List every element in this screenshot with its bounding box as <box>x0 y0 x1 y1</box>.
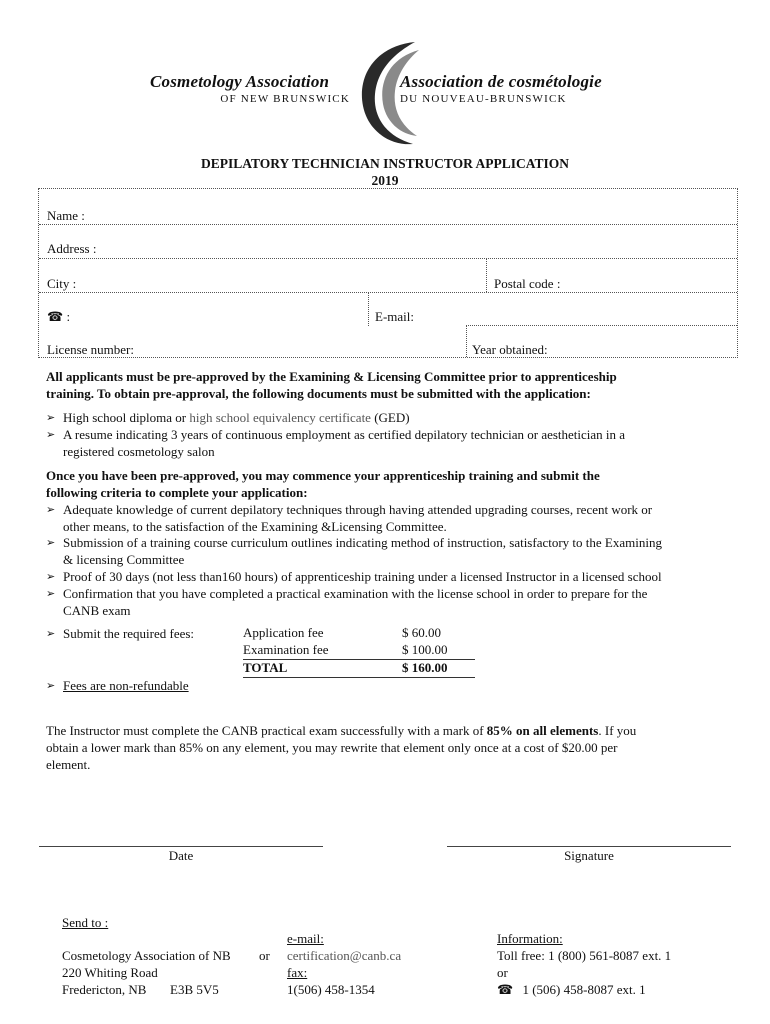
send-to-label: Send to : <box>62 915 109 930</box>
name-field[interactable]: Name : <box>47 208 85 223</box>
applicant-form <box>38 188 738 358</box>
exam-note-line-3: element. <box>46 757 91 772</box>
total-label: TOTAL <box>243 660 288 675</box>
logo-fr-main: Association de cosmétologie <box>400 72 602 91</box>
arrow-bullet-icon: ➢ <box>46 680 56 692</box>
criteria-item-2a: Submission of a training course curriculum outlines indicating method of instruction, satisfactory to the Examining <box>63 535 662 550</box>
phone-icon: ☎ <box>47 309 64 324</box>
license-number-field[interactable]: License number: <box>47 342 134 357</box>
criteria-item-2b: & licensing Committee <box>63 552 185 567</box>
total-value: $ 160.00 <box>402 660 448 675</box>
criteria-item-1a: Adequate knowledge of current depilatory techniques through having attended upgrading courses, recent work or <box>63 502 653 517</box>
fee-table <box>243 625 475 678</box>
phone-number-text: 1 (506) 458-8087 ext. 1 <box>522 982 646 997</box>
arrow-bullet-icon: ➢ <box>46 504 56 516</box>
fee-label: Application fee <box>243 625 324 640</box>
phone-icon: ☎ <box>497 982 514 997</box>
signature-label: Signature <box>564 848 614 863</box>
address-line-2: 220 Whiting Road <box>62 965 158 980</box>
arrow-bullet-icon: ➢ <box>46 537 56 549</box>
signature-line[interactable] <box>447 846 731 847</box>
address-line-1: Cosmetology Association of NB <box>62 948 231 963</box>
date-label: Date <box>168 848 194 863</box>
fax-number: 1(506) 458-1354 <box>287 982 375 997</box>
logo-fr-sub: DU NOUVEAU-BRUNSWICK <box>400 93 567 105</box>
preapproval-item-2a: A resume indicating 3 years of continuous employment as certified depilatory technician or aesthetician in a <box>63 427 626 442</box>
fee-row-total <box>243 660 475 678</box>
year-obtained-field[interactable]: Year obtained: <box>472 342 548 357</box>
document-year: 2019 <box>371 173 399 188</box>
arrow-bullet-icon: ➢ <box>46 571 56 583</box>
email-link[interactable]: certification@canb.ca <box>287 948 402 963</box>
toll-free-number: Toll free: 1 (800) 561-8087 ext. 1 <box>497 948 672 963</box>
document-title: DEPILATORY TECHNICIAN INSTRUCTOR APPLICATION <box>201 156 569 171</box>
preapproval-item-1: High school diploma or high school equivalency certificate (GED) <box>63 410 410 425</box>
address-line-3-city: Fredericton, NB <box>62 982 147 997</box>
fee-label: Examination fee <box>243 642 329 657</box>
criteria-item-4b: CANB exam <box>63 603 131 618</box>
criteria-heading-2: following criteria to complete your application: <box>46 485 308 500</box>
email-field[interactable]: E-mail: <box>375 309 414 324</box>
phone-label: : <box>66 309 71 324</box>
criteria-heading-1: Once you have been pre-approved, you may commence your apprenticeship training and submit the <box>46 468 600 483</box>
preapproval-heading-2: training. To obtain pre-approval, the following documents must be submitted with the application: <box>46 386 591 401</box>
phone-number <box>497 982 646 998</box>
date-line[interactable] <box>39 846 323 847</box>
or-separator-2: or <box>497 965 508 980</box>
city-field[interactable]: City : <box>47 276 77 291</box>
arrow-bullet-icon: ➢ <box>46 429 56 441</box>
criteria-item-4a: Confirmation that you have completed a practical examination with the license school in order to prepare for the <box>63 586 648 601</box>
fee-value: $ 60.00 <box>402 625 441 640</box>
fees-label: Submit the required fees: <box>63 626 195 641</box>
information-label: Information: <box>497 931 563 946</box>
address-field[interactable]: Address : <box>47 241 97 256</box>
fee-value: $ 100.00 <box>402 642 448 657</box>
phone-field[interactable] <box>47 309 70 325</box>
arrow-bullet-icon: ➢ <box>46 412 56 424</box>
arrow-bullet-icon: ➢ <box>46 588 56 600</box>
non-refundable-note: Fees are non-refundable <box>63 678 189 693</box>
preapproval-heading-1: All applicants must be pre-approved by the Examining & Licensing Committee prior to apprenticeship <box>46 369 617 384</box>
fax-label: fax: <box>287 965 308 980</box>
logo-en-sub: OF NEW BRUNSWICK <box>220 93 350 105</box>
preapproval-item-2b: registered cosmetology salon <box>63 444 215 459</box>
logo-en-main: Cosmetology Association <box>150 72 330 91</box>
logo-french <box>400 72 630 105</box>
or-separator: or <box>259 948 270 963</box>
exam-note-line-1: The Instructor must complete the CANB practical exam successfully with a mark of 85% on all elements. If you <box>46 723 637 738</box>
criteria-item-1b: other means, to the satisfaction of the Examining &Licensing Committee. <box>63 519 447 534</box>
logo-english <box>150 72 350 105</box>
email-label: e-mail: <box>287 931 324 946</box>
address-line-3-postal: E3B 5V5 <box>170 982 219 997</box>
arrow-bullet-icon: ➢ <box>46 628 56 640</box>
exam-note-line-2: obtain a lower mark than 85% on any element, you may rewrite that element only once at a cost of $20.00 per <box>46 740 618 755</box>
fee-row-examination <box>243 642 475 660</box>
fee-row-application <box>243 625 475 642</box>
criteria-item-3: Proof of 30 days (not less than160 hours) of apprenticeship training under a licensed Instructor in a licensed school <box>63 569 662 584</box>
postal-code-field[interactable]: Postal code : <box>494 276 561 291</box>
